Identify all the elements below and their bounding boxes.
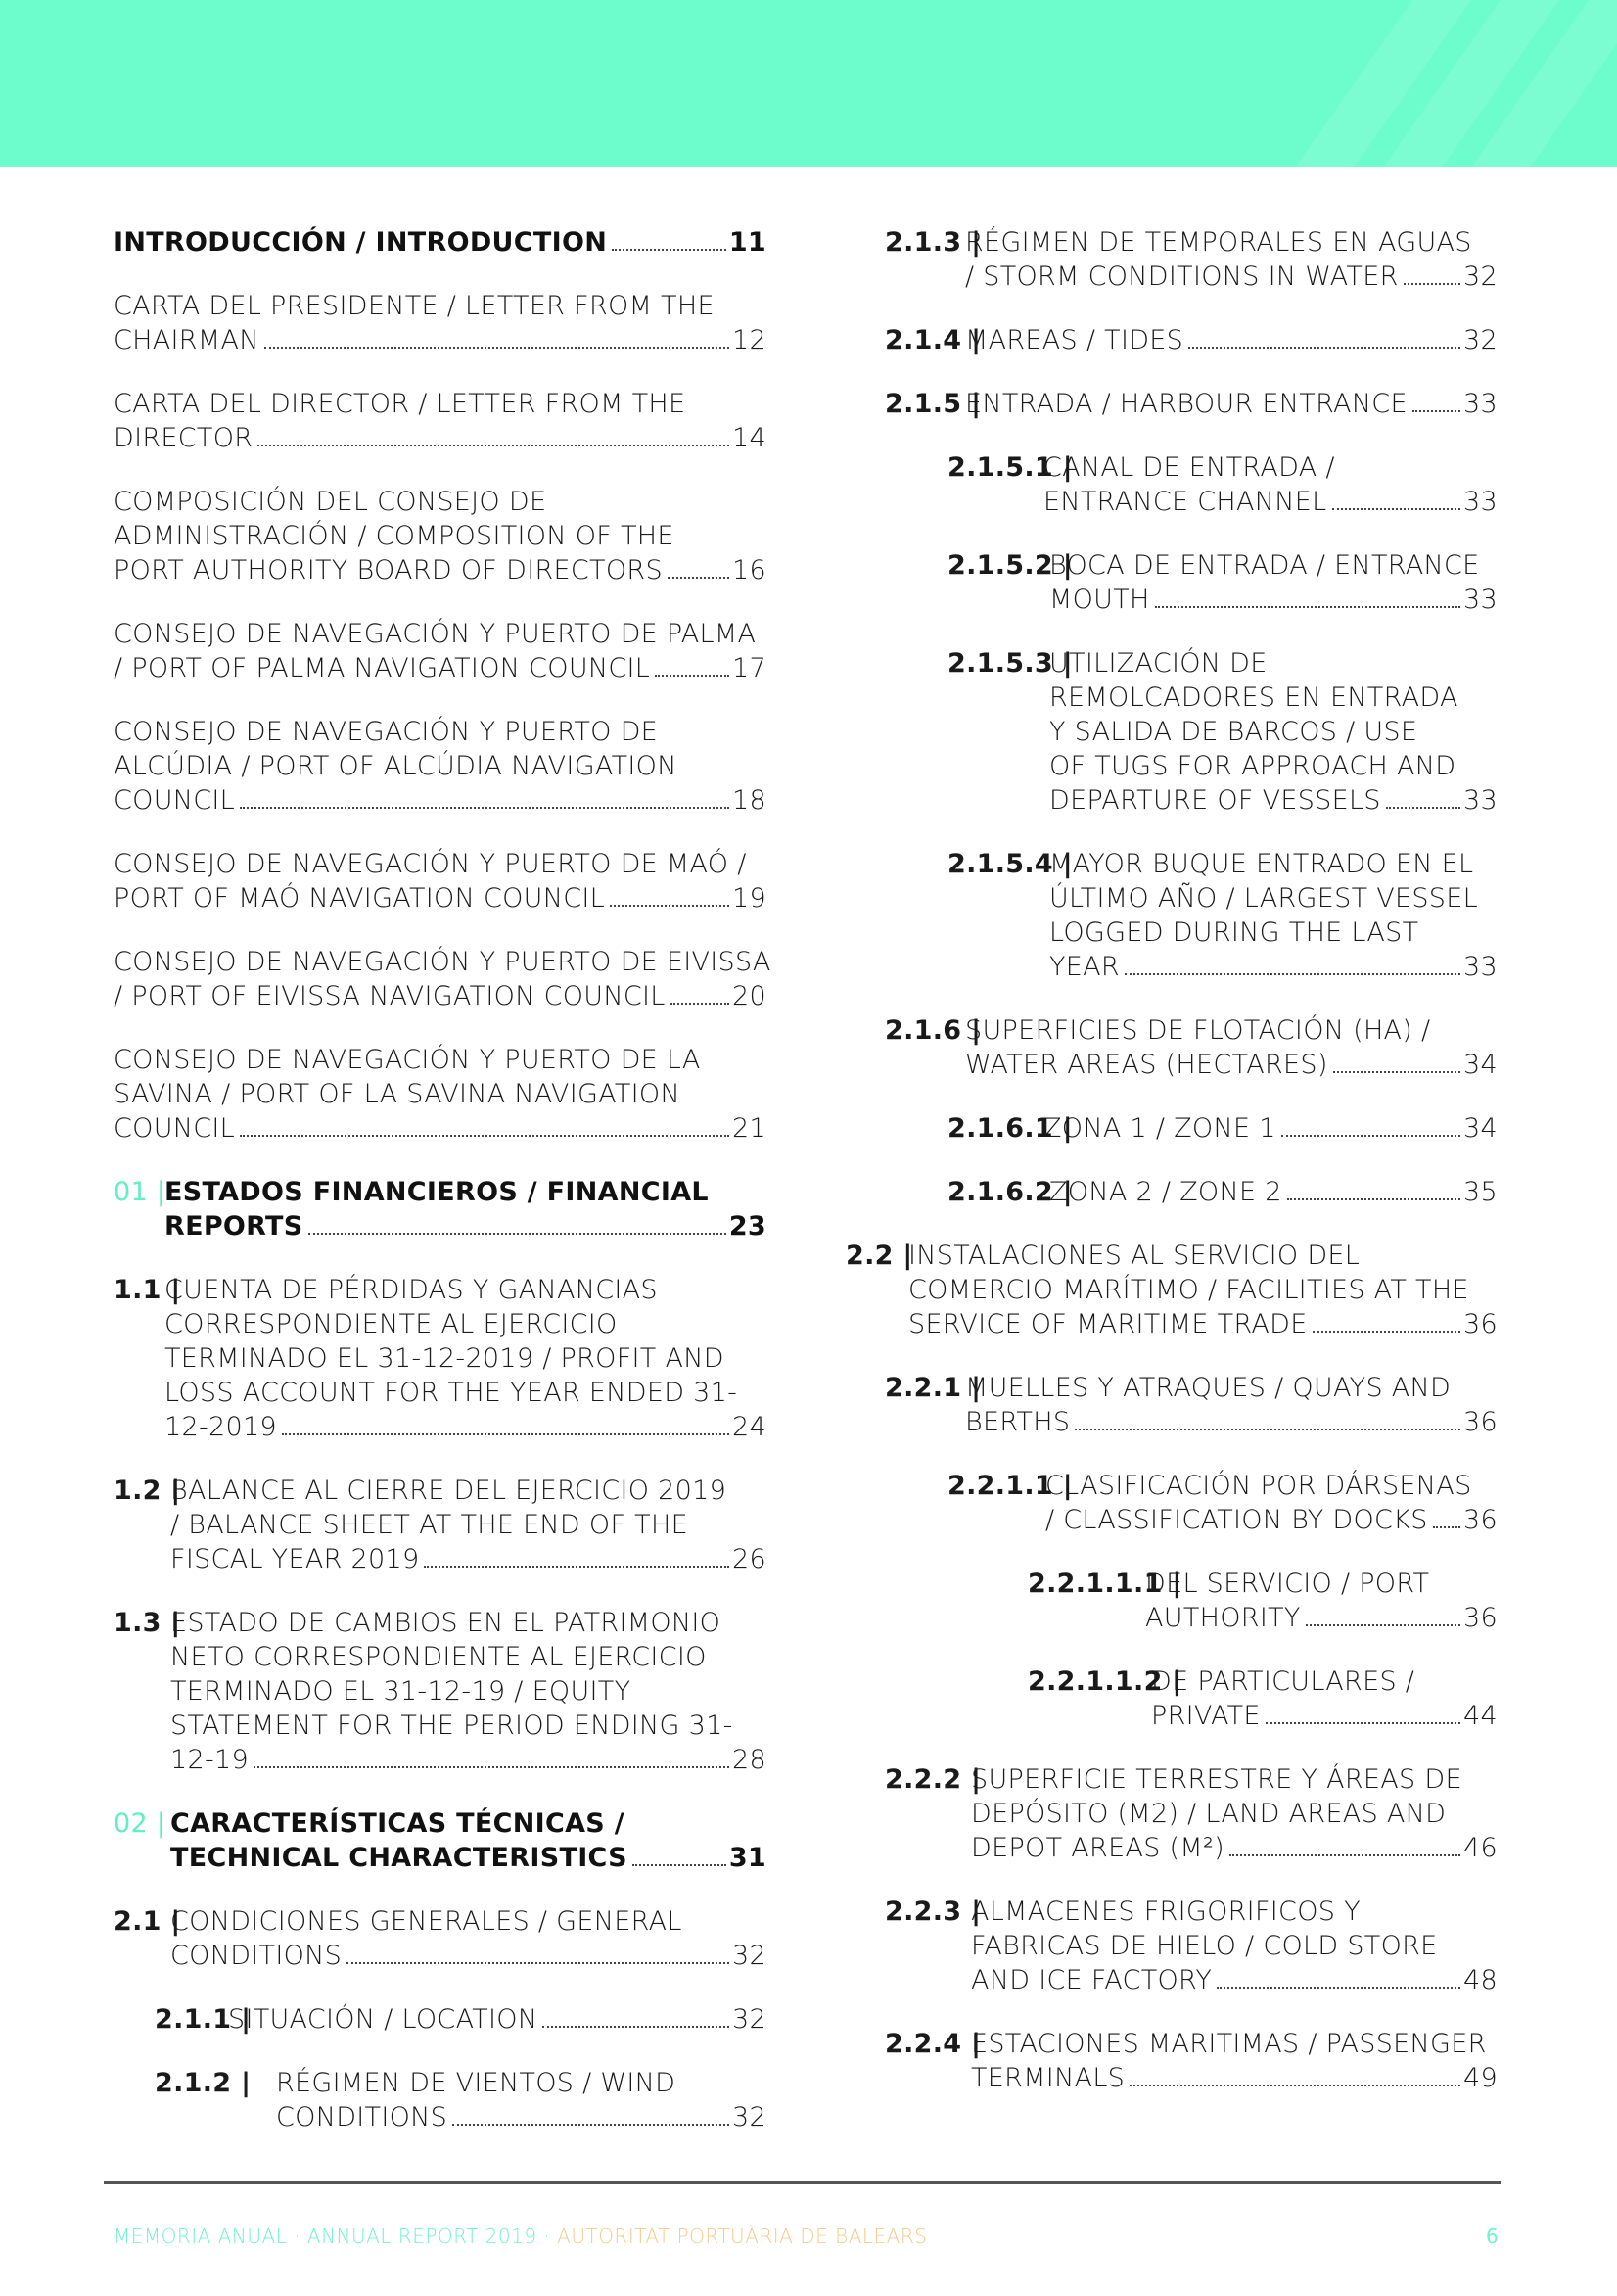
toc-right-column: [846, 225, 1498, 2095]
dot-leader: [1229, 1853, 1460, 1856]
toc-page-number: 35: [1463, 1177, 1498, 1207]
toc-entry[interactable]: [1028, 1664, 1498, 1733]
toc-entry-line: / BALANCE SHEET AT THE END OF THE: [170, 1510, 688, 1540]
toc-entry[interactable]: [114, 1904, 766, 1973]
toc-page-number: 21: [732, 1113, 766, 1144]
dot-leader: [1130, 2084, 1460, 2086]
dot-leader: [254, 1765, 729, 1768]
toc-entry-line: CONSEJO DE NAVEGACIÓN Y PUERTO DE EIVISSA: [114, 947, 771, 977]
toc-entry-line: OF TUGS FOR APPROACH AND: [1049, 751, 1456, 781]
dot-leader: [1075, 1428, 1460, 1430]
dot-leader: [1188, 346, 1460, 349]
dot-leader: [1386, 806, 1460, 809]
toc-section-number: 2.2.1.1 |: [947, 1471, 1073, 1501]
toc-section-number: 2.1.2 |: [155, 2068, 252, 2098]
toc-entry-line: LOGGED DURING THE LAST: [1049, 917, 1419, 948]
toc-left-column: [114, 225, 771, 2134]
dot-leader: [240, 806, 729, 809]
toc-section-number: 1.1 |: [114, 1275, 181, 1305]
toc-entry-line: DE PARTICULARES /: [1151, 1666, 1415, 1697]
toc-entry-line: CONDICIONES GENERALES / GENERAL: [170, 1906, 682, 1937]
toc-entry-label: ENTRADA / HARBOUR ENTRANCE: [965, 389, 1408, 419]
toc-entry-line: TERMINADO EL 31-12-19 / EQUITY: [170, 1676, 631, 1707]
toc-entry-line: ESTACIONES MARITIMAS / PASSENGER: [971, 2029, 1487, 2059]
toc-entry-label: PORT OF MAÓ NAVIGATION COUNCIL: [114, 883, 605, 914]
toc-entry[interactable]: [114, 387, 766, 455]
toc-entry[interactable]: [114, 1273, 766, 1444]
toc-entry-line: COMERCIO MARÍTIMO / FACILITIES AT THE: [908, 1275, 1469, 1305]
toc-entry-line: ADMINISTRACIÓN / COMPOSITION OF THE: [114, 521, 674, 551]
dot-leader: [1155, 605, 1460, 608]
toc-entry-line: DEPÓSITO (M2) / LAND AREAS AND: [971, 1799, 1447, 1829]
toc-entry-line: ALCÚDIA / PORT OF ALCÚDIA NAVIGATION: [114, 751, 677, 781]
dot-leader: [655, 674, 729, 677]
toc-entry-line: NETO CORRESPONDIENTE AL EJERCICIO: [170, 1642, 707, 1672]
toc-entry-label: AND ICE FACTORY: [971, 1965, 1213, 1995]
toc-entry-line: CARTA DEL PRESIDENTE / LETTER FROM THE: [114, 291, 715, 321]
toc-entry[interactable]: [114, 617, 766, 685]
toc-section-number: 2.2.1.1.1 |: [1028, 1569, 1182, 1599]
toc-section-number: 2.2.4 |: [885, 2029, 982, 2059]
dot-leader: [612, 248, 726, 251]
toc-entry-line: CANAL DE ENTRADA /: [1043, 452, 1335, 483]
toc-entry-label: ENTRANCE CHANNEL: [1043, 487, 1327, 517]
dot-leader: [264, 346, 729, 349]
dot-leader: [424, 1565, 729, 1568]
toc-section-number: 2.1.5.4 |: [947, 849, 1073, 879]
toc-entry[interactable]: [947, 1175, 1498, 1209]
toc-entry-line: DEL SERVICIO / PORT: [1145, 1569, 1430, 1599]
toc-entry-label: / PORT OF EIVISSA NAVIGATION COUNCIL: [114, 981, 666, 1011]
dot-leader: [240, 1134, 729, 1137]
toc-entry-line: ÚLTIMO AÑO / LARGEST VESSEL: [1049, 883, 1478, 914]
toc-entry-line: SUPERFICIE TERRESTRE Y ÁREAS DE: [971, 1764, 1462, 1795]
toc-page-number: 34: [1463, 1113, 1498, 1144]
toc-entry-label: PRIVATE: [1151, 1701, 1261, 1731]
toc-entry-line: MUELLES Y ATRAQUES / QUAYS AND: [965, 1373, 1452, 1403]
toc-page-number: 32: [732, 2102, 766, 2132]
toc-entry-label: FISCAL YEAR 2019: [170, 1544, 420, 1574]
toc-entry-label: ZONA 2 / ZONE 2: [1049, 1177, 1282, 1207]
toc-entry-line: STATEMENT FOR THE PERIOD ENDING 31-: [170, 1710, 733, 1741]
toc-entry[interactable]: [114, 225, 766, 259]
toc-page-number: 24: [732, 1412, 766, 1442]
toc-entry-line: CARACTERÍSTICAS TÉCNICAS /: [170, 1808, 624, 1839]
dot-leader: [1306, 1623, 1460, 1626]
toc-section-number: 2.2.1.1.2 |: [1028, 1666, 1182, 1697]
toc-page-number: 36: [1463, 1309, 1498, 1339]
toc-entry[interactable]: [885, 387, 1498, 421]
toc-section-number: 2.1.4 |: [885, 325, 982, 355]
toc-page-number: 20: [732, 981, 766, 1011]
dot-leader: [1313, 1330, 1460, 1333]
toc-section-number: 2.1.5.2 |: [947, 550, 1073, 581]
toc-section-number: 2.2 |: [846, 1241, 913, 1271]
toc-entry-line: ALMACENES FRIGORIFICOS Y: [971, 1897, 1361, 1927]
toc-page-number: 17: [732, 653, 766, 683]
toc-section-number: 2.1.6.1 |: [947, 1113, 1073, 1144]
toc-entry[interactable]: [1028, 1567, 1498, 1635]
toc-section-number: 1.2 |: [114, 1476, 181, 1506]
toc-entry-line: INSTALACIONES AL SERVICIO DEL: [908, 1241, 1361, 1271]
dot-leader: [610, 904, 729, 907]
toc-entry-label: DEPOT AREAS (M²): [971, 1833, 1224, 1863]
toc-entry-label: CONDITIONS: [276, 2102, 448, 2132]
toc-section-number: 2.2.1 |: [885, 1373, 982, 1403]
dot-leader: [668, 576, 729, 579]
toc-section-number: 2.2.2 |: [885, 1764, 982, 1795]
toc-entry-line: BOCA DE ENTRADA / ENTRANCE: [1049, 550, 1480, 581]
dot-leader: [1433, 1525, 1460, 1528]
toc-page-number: 32: [1463, 261, 1498, 292]
toc-entry-line: CONSEJO DE NAVEGACIÓN Y PUERTO DE: [114, 717, 659, 747]
toc-page-number: 32: [732, 1941, 766, 1971]
toc-entry[interactable]: [947, 1111, 1498, 1146]
footer-authority-name: AUTORITAT PORTUÀRIA DE BALEARS: [557, 2225, 928, 2248]
toc-section-number: 2.1.5.3 |: [947, 648, 1073, 679]
dot-leader: [632, 1863, 726, 1866]
toc-page-number: 36: [1463, 1603, 1498, 1633]
toc-page-number: 46: [1463, 1833, 1498, 1863]
toc-section-number: 2.1.6 |: [885, 1015, 982, 1046]
toc-entry-label: COUNCIL: [114, 785, 236, 816]
toc-entry-line: FABRICAS DE HIELO / COLD STORE: [971, 1931, 1438, 1961]
toc-entry-line: CORRESPONDIENTE AL EJERCICIO: [164, 1309, 618, 1339]
toc-page-number: 49: [1463, 2063, 1498, 2093]
toc-entry[interactable]: [155, 2066, 766, 2134]
toc-entry-label: YEAR: [1049, 952, 1120, 982]
toc-page-number: 26: [732, 1544, 766, 1574]
toc-entry-line: CUENTA DE PÉRDIDAS Y GANANCIAS: [164, 1275, 658, 1305]
toc-entry[interactable]: [114, 1043, 766, 1146]
toc-entry-label: / STORM CONDITIONS IN WATER: [965, 261, 1399, 292]
footer-report-title: MEMORIA ANUAL · ANNUAL REPORT 2019 ·: [114, 2225, 558, 2248]
toc-page-number: 48: [1463, 1965, 1498, 1995]
toc-page-number: 36: [1463, 1407, 1498, 1437]
toc-entry-line: CONSEJO DE NAVEGACIÓN Y PUERTO DE MAÓ /: [114, 849, 747, 879]
toc-entry-line: BALANCE AL CIERRE DEL EJERCICIO 2019: [170, 1476, 727, 1506]
toc-entry-label: WATER AREAS (HECTARES): [965, 1050, 1328, 1080]
toc-entry-label: CONDITIONS: [170, 1941, 343, 1971]
toc-entry-label: SITUACIÓN / LOCATION: [228, 2004, 538, 2035]
dot-leader: [1412, 409, 1460, 412]
toc-page-number: 16: [732, 555, 766, 586]
toc-page-number: 23: [728, 1211, 766, 1242]
toc-entry-line: COMPOSICIÓN DEL CONSEJO DE: [114, 487, 547, 517]
toc-page-number: 28: [732, 1745, 766, 1775]
toc-section-number: 2.2.3 |: [885, 1897, 982, 1927]
toc-page-number: 32: [732, 2004, 766, 2035]
toc-entry-label: MAREAS / TIDES: [965, 325, 1184, 355]
toc-entry-label: AUTHORITY: [1145, 1603, 1301, 1633]
toc-section-number: 2.1 |: [114, 1906, 181, 1937]
header-banner: [0, 0, 1617, 167]
toc-section-number: 2.1.5 |: [885, 389, 982, 419]
toc-entry-label: DEPARTURE OF VESSELS: [1049, 785, 1381, 816]
toc-page-number: 33: [1463, 487, 1498, 517]
toc-entry[interactable]: [947, 847, 1498, 984]
toc-section-number: 2.1.3 |: [885, 227, 982, 258]
dot-leader: [308, 1232, 726, 1235]
toc-entry-label: / CLASSIFICATION BY DOCKS: [1045, 1505, 1428, 1535]
toc-entry-line: UTILIZACIÓN DE: [1049, 648, 1268, 679]
toc-page-number: 33: [1463, 389, 1498, 419]
toc-entry[interactable]: [885, 1371, 1498, 1439]
toc-entry[interactable]: [885, 1013, 1498, 1082]
toc-entry[interactable]: [114, 1474, 766, 1576]
toc-entry-line: ESTADO DE CAMBIOS EN EL PATRIMONIO: [170, 1608, 721, 1638]
dot-leader: [1266, 1721, 1460, 1724]
toc-entry-label: INTRODUCCIÓN / INTRODUCTION: [114, 227, 608, 258]
toc-entry[interactable]: [114, 1606, 766, 1777]
toc-section-number: 2.1.1 |: [155, 2004, 252, 2035]
footer-divider: [104, 2181, 1502, 2184]
toc-entry[interactable]: [885, 2027, 1498, 2095]
toc-entry-label: CHAIRMAN: [114, 325, 259, 355]
toc-entry-label: TERMINALS: [971, 2063, 1126, 2093]
toc-entry-line: MAYOR BUQUE ENTRADO EN EL: [1049, 849, 1474, 879]
toc-entry[interactable]: [114, 945, 771, 1013]
toc-entry[interactable]: [114, 289, 766, 357]
dot-leader: [452, 2123, 729, 2126]
toc-entry[interactable]: [885, 1762, 1498, 1865]
toc-entry[interactable]: [155, 2002, 766, 2037]
toc-entry-label: REPORTS: [164, 1211, 303, 1242]
toc-page-number: 14: [732, 423, 766, 453]
toc-page-number: 32: [1463, 325, 1498, 355]
toc-page-number: 34: [1463, 1050, 1498, 1080]
toc-entry[interactable]: [114, 1175, 766, 1243]
toc-entry-label: TECHNICAL CHARACTERISTICS: [170, 1843, 627, 1873]
dot-leader: [282, 1432, 729, 1435]
toc-page-number: 31: [728, 1843, 766, 1873]
toc-page-number: 44: [1463, 1701, 1498, 1731]
toc-page-number: 11: [728, 227, 766, 258]
toc-entry-line: TERMINADO EL 31-12-2019 / PROFIT AND: [164, 1343, 724, 1374]
dot-leader: [670, 1002, 729, 1005]
toc-entry[interactable]: [114, 485, 766, 587]
dot-leader: [257, 444, 729, 446]
toc-entry-line: SUPERFICIES DE FLOTACIÓN (HA) /: [965, 1015, 1431, 1046]
dot-leader: [1217, 1986, 1460, 1989]
toc-entry[interactable]: [114, 1806, 766, 1875]
dot-leader: [1332, 507, 1461, 510]
toc-entry[interactable]: [947, 1469, 1498, 1537]
toc-entry-line: LOSS ACCOUNT FOR THE YEAR ENDED 31-: [164, 1378, 738, 1408]
dot-leader: [1281, 1134, 1460, 1137]
toc-entry[interactable]: [846, 1239, 1498, 1341]
toc-page-number: 33: [1463, 785, 1498, 816]
toc-entry-line: ESTADOS FINANCIEROS / FINANCIAL: [164, 1177, 709, 1207]
dot-leader: [542, 2025, 729, 2028]
page-number: 6: [1486, 2225, 1499, 2248]
dot-leader: [1404, 282, 1460, 285]
toc-entry-label: 12-2019: [164, 1412, 277, 1442]
toc-entry-line: CONSEJO DE NAVEGACIÓN Y PUERTO DE PALMA: [114, 619, 757, 649]
dot-leader: [346, 1961, 729, 1964]
toc-entry-label: / PORT OF PALMA NAVIGATION COUNCIL: [114, 653, 651, 683]
toc-entry[interactable]: [947, 450, 1498, 519]
toc-page-number: 33: [1463, 952, 1498, 982]
toc-section-number: 01 |: [114, 1177, 166, 1207]
dot-leader: [1125, 972, 1460, 975]
toc-entry-line: Y SALIDA DE BARCOS / USE: [1049, 717, 1418, 747]
toc-page-number: 33: [1463, 585, 1498, 615]
toc-entry-line: RÉGIMEN DE VIENTOS / WIND: [276, 2068, 676, 2098]
dot-leader: [1333, 1070, 1460, 1073]
toc-section-number: 2.1.5.1 |: [947, 452, 1073, 483]
toc-entry[interactable]: [114, 847, 766, 915]
toc-entry-label: SERVICE OF MARITIME TRADE: [908, 1309, 1308, 1339]
toc-section-number: 02 |: [114, 1808, 166, 1839]
toc-entry-label: 12-19: [170, 1745, 249, 1775]
toc-entry[interactable]: [947, 646, 1498, 818]
toc-entry-label: MOUTH: [1049, 585, 1150, 615]
footer-text: [114, 2225, 927, 2248]
toc-entry[interactable]: [885, 323, 1498, 357]
toc-page-number: 18: [732, 785, 766, 816]
toc-entry[interactable]: [885, 225, 1498, 294]
toc-entry-label: PORT AUTHORITY BOARD OF DIRECTORS: [114, 555, 663, 586]
toc-entry-line: CONSEJO DE NAVEGACIÓN Y PUERTO DE LA: [114, 1045, 701, 1075]
toc-entry-line: CARTA DEL DIRECTOR / LETTER FROM THE: [114, 389, 686, 419]
toc-entry[interactable]: [885, 1895, 1498, 1997]
toc-entry[interactable]: [947, 548, 1498, 617]
toc-page-number: 19: [732, 883, 766, 914]
toc-entry[interactable]: [114, 715, 766, 818]
toc-entry-label: DIRECTOR: [114, 423, 254, 453]
toc-entry-label: ZONA 1 / ZONE 1: [1043, 1113, 1276, 1144]
toc-section-number: 1.3 |: [114, 1608, 181, 1638]
toc-entry-line: RÉGIMEN DE TEMPORALES EN AGUAS: [965, 227, 1472, 258]
toc-entry-line: SAVINA / PORT OF LA SAVINA NAVIGATION: [114, 1079, 680, 1109]
toc-entry-line: CLASIFICACIÓN POR DÁRSENAS: [1045, 1471, 1472, 1501]
toc-page-number: 12: [732, 325, 766, 355]
toc-entry-label: COUNCIL: [114, 1113, 236, 1144]
toc-entry-label: BERTHS: [965, 1407, 1071, 1437]
toc-page-number: 36: [1463, 1505, 1498, 1535]
toc-entry-line: REMOLCADORES EN ENTRADA: [1049, 682, 1458, 713]
dot-leader: [1287, 1197, 1460, 1200]
toc-section-number: 2.1.6.2 |: [947, 1177, 1073, 1207]
